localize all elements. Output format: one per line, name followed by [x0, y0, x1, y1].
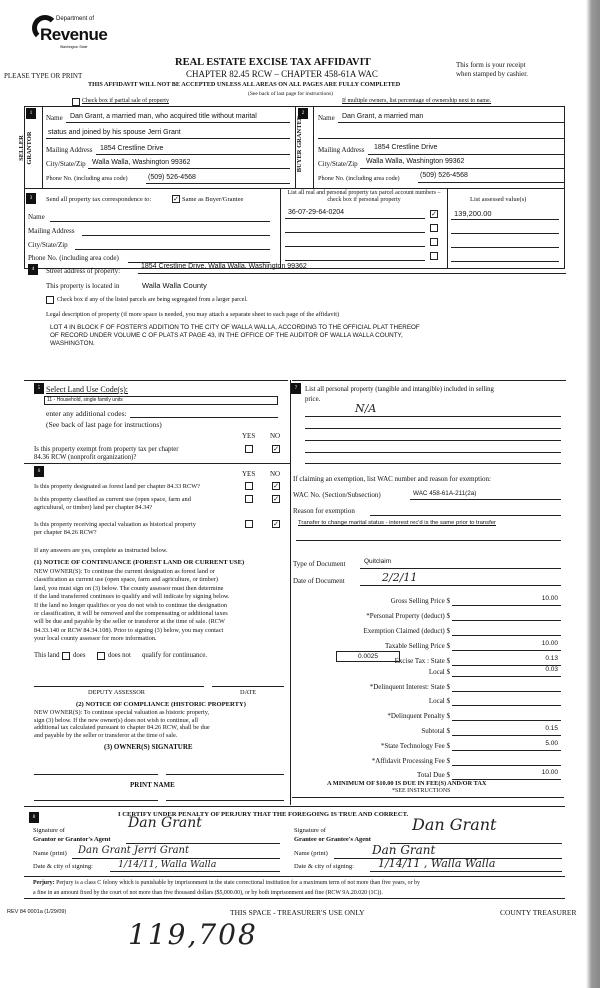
parcel-personal-checkbox-3[interactable] — [430, 238, 438, 246]
perjury-text-2: a fine in an amount fixed by the court of not more than five thousand dollars ($5,000.00), or by both imprisonment and fine (RCW 9A.20.020 (1C)). — [33, 890, 383, 896]
segregated-checkbox[interactable] — [46, 296, 54, 304]
exemption-intro: If claiming an exemption, list WAC number and reason for exemption: — [293, 475, 491, 483]
reason-label: Reason for exemption — [293, 507, 355, 515]
notice-line: sign (3) below. If the new owner(s) does not wish to continue, all — [34, 716, 198, 724]
fee-label: Taxable Selling Price $ — [384, 642, 450, 650]
grantee-name-print[interactable]: Dan Grant — [372, 843, 436, 857]
buyer-address-label: Mailing Address — [318, 146, 365, 154]
seller-city[interactable]: Walla Walla, Washington 99362 — [92, 159, 191, 166]
legal-desc-1: LOT 4 IN BLOCK F OF FOSTER'S ADDITION TO THE CITY OF WALLA WALLA, ACCORDING TO THE OFFICIAL PLAT THEREOF — [50, 324, 420, 331]
fee-value[interactable]: 10.00 — [541, 595, 558, 602]
see-back: (See back of last page for instructions) — [248, 91, 333, 97]
send-correspondence-label: Send all property tax correspondence to: — [46, 196, 152, 203]
does-not-label: does not — [108, 652, 131, 659]
notice-compliance-text — [34, 709, 210, 739]
form-title: REAL ESTATE EXCISE TAX AFFIDAVIT — [175, 57, 371, 68]
deputy-assessor-label: DEPUTY ASSESSOR — [88, 689, 145, 696]
warning: THIS AFFIDAVIT WILL NOT BE ACCEPTED UNLESS ALL AREAS ON ALL PAGES ARE FULLY COMPLETED — [88, 81, 401, 88]
wac-number[interactable]: WAC 458-61A-211(2a) — [413, 490, 477, 497]
fee-label: *Personal Property (deduct) $ — [366, 612, 450, 620]
parcel-personal-checkbox-4[interactable] — [430, 252, 438, 260]
exempt-question: Is this property exempt from property tax per chapter — [34, 446, 179, 453]
doc-date[interactable]: 2/2/11 — [382, 571, 418, 584]
multiple-owners: If multiple owners, list percentage of ownership next to name. — [342, 98, 492, 104]
receipt-note2: when stamped by cashier. — [456, 70, 528, 78]
buyer-grantee-label: BUYER GRANTEE — [296, 115, 303, 173]
wac-label: WAC No. (Section/Subsection) — [293, 491, 381, 499]
certify-statement: I CERTIFY UNDER PENALTY OF PERJURY THAT THE FOREGOING IS TRUE AND CORRECT. — [118, 811, 409, 818]
doc-date-label: Date of Document — [293, 577, 345, 585]
fee-label: *State Technology Fee $ — [380, 742, 450, 750]
doc-type[interactable]: Quitclaim — [364, 558, 392, 565]
seller-address[interactable]: 1854 Crestline Drive — [100, 145, 164, 152]
minimum-due-note: A MINIMUM OF $10.00 IS DUE IN FEE(S) AND/OR TAX — [327, 780, 487, 787]
historic-no-checkbox[interactable]: ✓ — [273, 520, 279, 528]
historic-question: Is this property receiving special valuation as historical property — [34, 521, 196, 528]
section-7-badge: 7 — [291, 383, 301, 394]
grantor-name-print[interactable]: Dan Grant Jerri Grant — [78, 845, 190, 856]
section-5-badge: 5 — [34, 383, 44, 394]
perjury-bold: Perjury: — [33, 880, 55, 886]
buyer-name[interactable]: Dan Grant, a married man — [342, 113, 424, 120]
corr-city-label: City/State/Zip — [28, 241, 68, 249]
county[interactable]: Walla Walla County — [142, 281, 207, 290]
see-instructions: *SEE INSTRUCTIONS — [392, 788, 451, 794]
exemption-reason[interactable]: Transfer to change marital status - interest rec'd is the same prior to transfer — [298, 520, 496, 526]
seller-name[interactable]: Dan Grant, a married man, who acquired title without marital — [70, 113, 257, 120]
legal-desc-2: OF RECORD UNDER VOLUME C OF PLATS AT PAGE 43, IN THE OFFICE OF THE AUDITOR OF WALLA WALLA COUNTY, — [50, 332, 403, 339]
form-revision: REV 84 0001a (1/29/09) — [7, 909, 67, 915]
current-use-no-checkbox[interactable]: ✓ — [273, 495, 279, 503]
current-use-yes-checkbox[interactable] — [245, 495, 253, 503]
personal-property-label-2: price. — [305, 396, 321, 403]
county-treasurer-label: COUNTY TREASURER — [500, 908, 577, 917]
buyer-city-label: City/State/Zip — [318, 160, 358, 168]
logo-word: Revenue — [40, 25, 108, 44]
current-use-question: Is this property classified as current use (open space, farm and — [34, 496, 191, 503]
notice-continuance-title: (1) NOTICE OF CONTINUANCE (FOREST LAND OR CURRENT USE) — [34, 559, 245, 566]
exempt-yes-checkbox[interactable] — [245, 445, 253, 453]
notice-line: land, you must sign on (3) below. The county assessor must then determine — [34, 584, 224, 592]
section-2-badge: 2 — [298, 108, 308, 119]
fee-value[interactable]: 0.15 — [545, 725, 558, 732]
does-not-qualify-checkbox[interactable] — [97, 652, 105, 660]
fee-label: Exemption Claimed (deduct) $ — [363, 627, 450, 635]
legal-desc-3: WASHINGTON. — [50, 340, 95, 347]
receipt-note: This form is your receipt — [456, 61, 526, 69]
assessor-date-label: DATE — [240, 689, 257, 696]
buyer-city[interactable]: Walla Walla, Washington 99362 — [366, 158, 465, 165]
fee-label: *Affidavit Processing Fee $ — [371, 757, 450, 765]
grantee-sig-label: Signature of — [294, 827, 326, 834]
perjury-text-1: Perjury is a class C felony which is punishable by imprisonment in the state correctional institution for a maximum term of not more than five years, or by — [54, 880, 420, 886]
section-6-badge: 6 — [34, 466, 44, 477]
local-rate-field[interactable]: 0.0025 — [336, 651, 400, 662]
corr-name-label: Name — [28, 213, 45, 221]
land-use-title: Select Land Use Code(s): — [46, 385, 128, 394]
exempt-no-checkbox[interactable]: ✓ — [273, 445, 279, 453]
handwritten-number: 119,708 — [128, 918, 258, 951]
notice-line: and payable by the seller or transferor at the time of sale. — [34, 731, 178, 739]
grantor-date-city[interactable]: 1/14/11, Walla Walla — [118, 859, 217, 870]
fee-value[interactable]: 10.00 — [541, 769, 558, 776]
parcel-number[interactable]: 36-07-29-64-0204 — [288, 209, 345, 216]
partial-sale-label: Check box if partial sale of property — [82, 98, 169, 104]
print-name-label: PRINT NAME — [130, 781, 175, 789]
same-as-buyer-label: Same as Buyer/Grantee — [182, 196, 244, 203]
notice-line: or classification, it will be removed and the compensating or additional taxes — [34, 610, 228, 618]
qualify-label: qualify for continuance. — [142, 652, 208, 659]
logo-line1: Department of — [56, 16, 95, 22]
grantee-agent-label: Grantee or Grantee's Agent — [294, 836, 371, 843]
street-label: Street address of property: — [46, 267, 121, 275]
historic-yes-checkbox[interactable] — [245, 520, 253, 528]
seller-name-label: Name — [46, 114, 63, 122]
notice-line: your local county assessor for more information. — [34, 635, 157, 643]
seller-grantor-label: SELLER GRANTOR — [18, 131, 33, 165]
notice-line: classification as current use (open space, farm and agriculture, or timber) — [34, 576, 218, 584]
seller-address-label: Mailing Address — [46, 146, 93, 154]
fee-value[interactable]: 10.00 — [541, 640, 558, 647]
fee-label: Excise Tax : State $ — [394, 657, 450, 665]
yes-header-6: YES — [242, 470, 256, 478]
section-1-badge: 1 — [26, 108, 36, 119]
personal-property-label: List all personal property (tangible and intangible) included in selling — [305, 386, 494, 393]
this-land-label: This land — [34, 652, 60, 659]
notice-compliance-title: (2) NOTICE OF COMPLIANCE (HISTORIC PROPERTY) — [76, 701, 246, 708]
personal-property-value[interactable]: N/A — [355, 402, 377, 415]
forest-question: Is this property designated as forest land per chapter 84.33 RCW? — [34, 483, 200, 490]
exempt-question-2: 84.36 RCW (nonprofit organization)? — [34, 454, 137, 461]
historic-question-2: per chapter 84.26 RCW? — [34, 529, 97, 536]
owner-signature-label: (3) OWNER(S) SIGNATURE — [104, 743, 193, 751]
located-label: This property is located in — [46, 282, 120, 290]
does-qualify-checkbox[interactable] — [62, 652, 70, 660]
notice-line: NEW OWNER(S): To continue special valuation as historic property, — [34, 709, 210, 716]
grantor-signature[interactable]: Dan Grant — [128, 815, 202, 831]
if-yes-note: If any answers are yes, complete as instructed below. — [34, 547, 168, 554]
seller-phone[interactable]: (509) 526-4568 — [148, 174, 196, 181]
corr-phone-label: Phone No. (including area code) — [28, 254, 119, 262]
no-header: NO — [270, 432, 281, 440]
logo-line3: Washington State — [60, 45, 88, 49]
section-8-badge: 8 — [29, 812, 39, 823]
yes-header: YES — [242, 432, 256, 440]
does-label: does — [73, 652, 86, 659]
notice-line: NEW OWNER(S): To continue the current designation as forest land or — [34, 568, 215, 575]
notice-line: will be due and payable by the seller or transferor at the time of sale. (RCW — [34, 618, 225, 626]
fee-label: Subtotal $ — [421, 727, 450, 735]
buyer-address[interactable]: 1854 Crestline Drive — [374, 144, 438, 151]
assessed-value[interactable]: 139,200.00 — [454, 209, 492, 218]
current-use-question-2: agricultural, or timber) land per chapter 84.34? — [34, 504, 153, 511]
notice-line: 84.33.140 or RCW 84.34.108). Prior to signing (3) below, you may contact — [34, 626, 224, 634]
fee-value[interactable]: 0.13 — [545, 655, 558, 662]
legal-label: Legal description of property (if more space is needed, you may attach a separate sheet to each page of the affidavit) — [46, 311, 340, 318]
parcel-personal-checkbox-1[interactable]: ✓ — [431, 210, 437, 218]
fee-label: *Delinquent Interest: State $ — [369, 683, 450, 691]
seller-city-label: City/State/Zip — [46, 160, 86, 168]
corr-address-label: Mailing Address — [28, 227, 75, 235]
dor-logo — [30, 13, 110, 63]
seller-name-cont[interactable]: status and joined by his spouse Jerri Grant — [48, 129, 181, 136]
grantor-agent-label: Grantor or Grantor's Agent — [33, 836, 111, 843]
partial-sale-checkbox[interactable] — [72, 98, 80, 106]
buyer-name-label: Name — [318, 114, 335, 122]
parcel-header: List all real and personal property tax parcel account numbers – check box if personal property — [287, 190, 441, 203]
forest-yes-checkbox[interactable] — [245, 482, 253, 490]
grantee-name-label: Name (print) — [294, 850, 328, 857]
notice-line: if the land transferred continues to qualify and will indicate by signing below. — [34, 593, 230, 601]
grantor-name-label: Name (print) — [33, 850, 67, 857]
please-type: PLEASE TYPE OR PRINT — [4, 72, 83, 80]
notice-line: additional tax calculated pursuant to chapter 84.26 RCW, shall be due — [34, 724, 210, 732]
forest-no-checkbox[interactable]: ✓ — [273, 482, 279, 490]
treasurer-space-label: THIS SPACE - TREASURER'S USE ONLY — [230, 908, 365, 917]
land-use-see-back: (See back of last page for instructions) — [46, 420, 162, 429]
fee-value[interactable]: 5.00 — [545, 740, 558, 747]
fee-label: *Delinquent Penalty $ — [387, 712, 450, 720]
same-as-buyer-checkbox[interactable]: ✓ — [173, 195, 179, 203]
grantee-date-label: Date & city of signing: — [294, 863, 354, 870]
assessed-header: List assessed value(s) — [470, 196, 527, 203]
segregated-label: Check box if any of the listed parcels are being segregated from a larger parcel. — [57, 297, 248, 303]
notice-continuance-text — [34, 568, 230, 644]
section-3-badge: 3 — [26, 193, 36, 204]
seller-phone-label: Phone No. (including area code) — [46, 175, 128, 182]
fee-label: Local $ — [428, 697, 450, 705]
fee-label: Gross Selling Price $ — [390, 597, 450, 605]
scan-edge — [586, 0, 600, 988]
additional-codes-label: enter any additional codes: — [46, 409, 127, 418]
grantor-sig-label: Signature of — [33, 827, 65, 834]
street-address[interactable]: 1854 Crestline Drive, Walla Walla, Washington 99362 — [141, 263, 307, 270]
no-header-6: NO — [270, 470, 281, 478]
grantor-date-label: Date & city of signing: — [33, 863, 93, 870]
land-use-code-select[interactable]: 11 - Household, single family units — [44, 396, 278, 405]
perjury-note — [33, 880, 420, 886]
section-4-badge: 4 — [28, 264, 38, 275]
grantee-date-city[interactable]: 1/14/11 , Walla Walla — [378, 857, 496, 870]
buyer-phone[interactable]: (509) 526-4568 — [420, 172, 468, 179]
form-subtitle: CHAPTER 82.45 RCW – CHAPTER 458-61A WAC — [186, 69, 378, 79]
doc-type-label: Type of Document — [293, 560, 346, 568]
grantee-signature[interactable]: Dan Grant — [412, 815, 497, 834]
notice-line: If the land no longer qualifies or you do not wish to continue the designation — [34, 601, 228, 609]
buyer-phone-label: Phone No. (including area code) — [318, 175, 400, 182]
fee-label: Local $ — [428, 668, 450, 676]
parcel-personal-checkbox-2[interactable] — [430, 224, 438, 232]
fee-value[interactable]: 0.03 — [545, 666, 558, 673]
fee-label: Total Due $ — [417, 771, 450, 779]
